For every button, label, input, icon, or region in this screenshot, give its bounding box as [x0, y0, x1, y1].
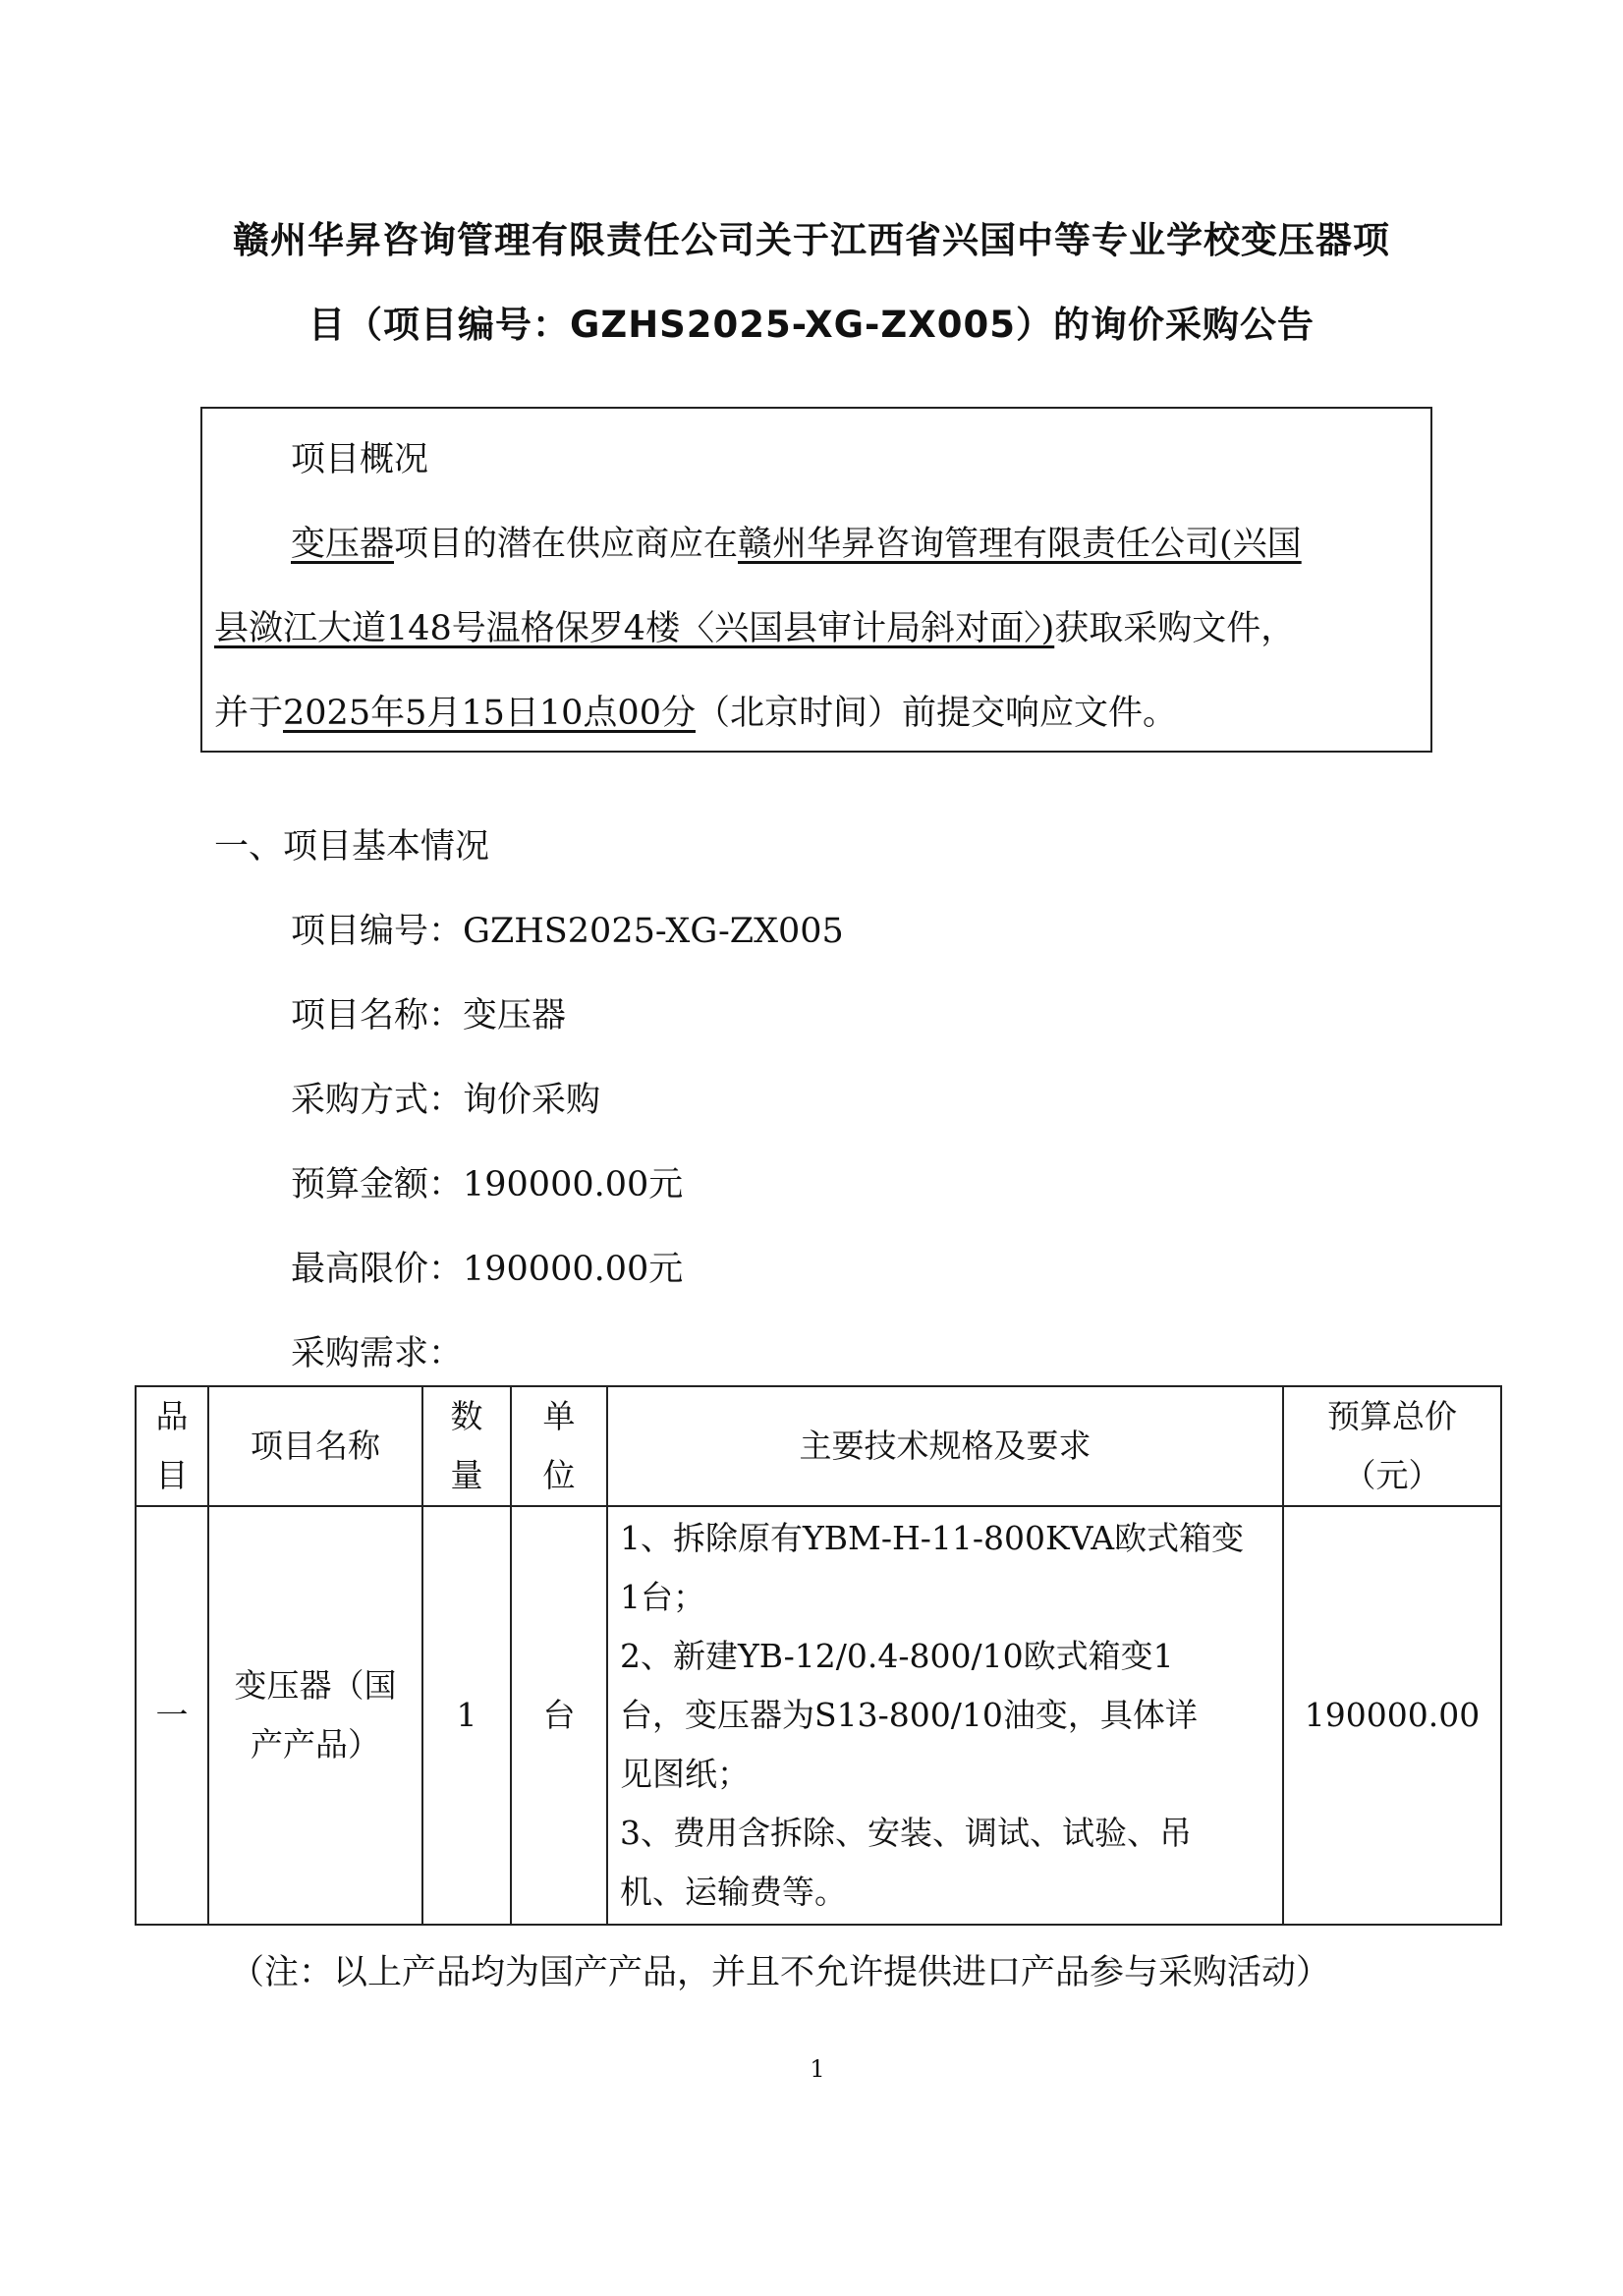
requirements-table	[135, 1385, 1502, 1926]
overview-line-2	[214, 601, 1295, 650]
overview-line-3	[214, 686, 1177, 735]
project-name: 项目名称：变压器	[291, 996, 567, 1036]
header-unit: 单 位	[511, 1386, 607, 1506]
max-price: 最高限价：190000.00元	[291, 1250, 684, 1289]
cell-price: 190000.00	[1283, 1506, 1501, 1925]
procurement-method: 采购方式：询价采购	[291, 1081, 601, 1120]
header-name: 项目名称	[208, 1386, 422, 1506]
overview-address: 县潋江大道148号温格保罗4楼〈兴国县审计局斜对面〉)	[214, 609, 1055, 648]
header-item: 品 目	[136, 1386, 208, 1506]
section-1-heading: 一、项目基本情况	[214, 827, 490, 867]
footnote: （注：以上产品均为国产产品，并且不允许提供进口产品参与采购活动）	[230, 1953, 1331, 1992]
page-number: 1	[810, 2055, 825, 2083]
procurement-demand-label: 采购需求：	[291, 1334, 464, 1373]
cell-item: 一	[136, 1506, 208, 1925]
cell-unit: 台	[511, 1506, 607, 1925]
header-spec: 主要技术规格及要求	[607, 1386, 1283, 1506]
title-line-1: 赣州华昇咨询管理有限责任公司关于江西省兴国中等专业学校变压器项	[233, 219, 1390, 261]
overview-deadline: 2025年5月15日10点00分	[283, 694, 696, 733]
budget-amount: 预算金额：190000.00元	[291, 1165, 684, 1204]
overview-line-1	[291, 517, 1302, 566]
cell-spec: 1、拆除原有YBM-H-11-800KVA欧式箱变 1台； 2、新建YB-12/0.4-800/10欧式箱变1 台，变压器为S13-800/10油变，具体详 见图纸； 3、费用含拆除、安装、调试、试验、吊 机、运输费等。	[607, 1506, 1283, 1925]
overview-company: 赣州华昇咨询管理有限责任公司(兴国	[738, 525, 1302, 564]
overview-heading: 项目概况	[291, 440, 429, 479]
overview-text-4: （北京时间）前提交响应文件。	[695, 694, 1177, 733]
project-number: 项目编号：GZHS2025-XG-ZX005	[291, 912, 844, 951]
cell-name: 变压器（国 产产品）	[208, 1506, 422, 1925]
title-line-2: 目（项目编号：GZHS2025-XG-ZX005）的询价采购公告	[308, 304, 1315, 346]
overview-text-1: 项目的潜在供应商应在	[394, 525, 739, 564]
overview-text-2: 获取采购文件，	[1054, 609, 1296, 648]
table-header-row	[136, 1386, 1501, 1506]
header-quantity: 数 量	[422, 1386, 511, 1506]
overview-text-3: 并于	[214, 694, 284, 733]
cell-quantity: 1	[422, 1506, 511, 1925]
table-row	[136, 1506, 1501, 1925]
header-price: 预算总价 （元）	[1283, 1386, 1501, 1506]
overview-project-name: 变压器	[291, 525, 395, 564]
